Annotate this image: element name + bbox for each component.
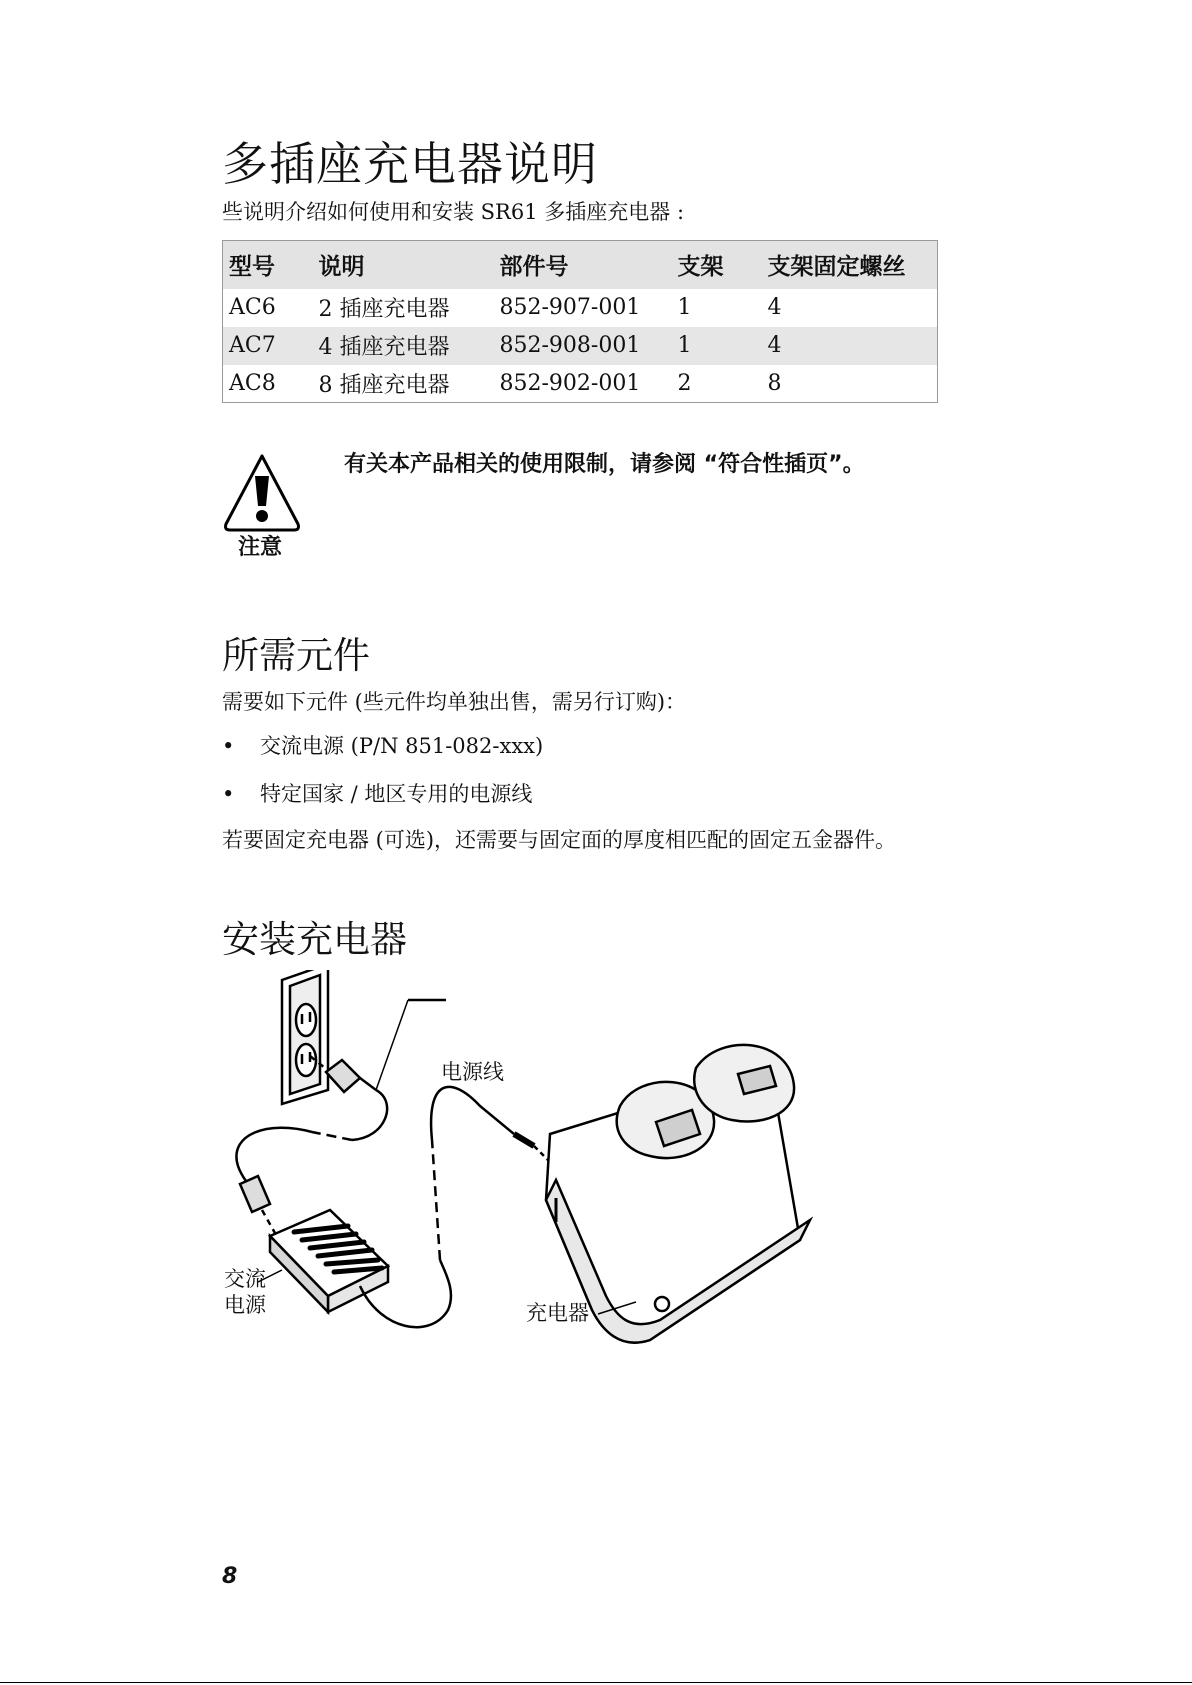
table-header-row [223,241,938,289]
cell-bracket: 1 [672,327,762,365]
cell-bracket: 1 [677,295,692,320]
required-intro: 需要如下元件 (些元件均单独出售，需另行订购)： [222,690,687,714]
charger-icon [546,1045,810,1343]
header-part-number: 部件号 [494,241,672,289]
cell-screws: 8 [767,370,782,396]
wall-outlet-icon [282,970,328,1104]
bullet-icon: • [222,734,235,758]
cell-screws: 4 [767,295,782,320]
dc-cable-icon [360,1087,554,1327]
header-bracket: 支架 [672,241,762,289]
ac-adapter-label-line1: 交流 [224,1267,266,1291]
model-table [222,240,938,403]
page-number: 8 [222,1564,238,1589]
cell-description: 8 插座充电器 [318,372,450,398]
table-row [223,327,938,365]
cell-part-number: 852-902-001 [499,370,641,396]
bullet-icon: • [222,782,235,806]
header-bracket-screws: 支架固定螺丝 [762,241,938,289]
ac-adapter-icon [258,1210,388,1312]
cell-bracket: 2 [677,370,692,396]
cell-model: AC7 [223,327,313,365]
page-title: 多插座充电器说明 [222,137,598,191]
cell-part-number: 852-907-001 [499,295,641,320]
list-item [222,730,543,760]
list-item [222,778,532,808]
cell-description: 4 插座充电器 [313,327,494,365]
cell-description: 2 插座充电器 [318,297,450,322]
list-item-text: 交流电源 (P/N 851-082-xxx) [260,734,544,758]
header-description: 说明 [313,241,494,289]
table-row [223,365,938,403]
install-heading: 安装充电器 [222,918,407,961]
page-bottom-rule [0,1682,1192,1683]
cell-model: AC8 [229,370,276,396]
caution-label: 注意 [238,535,283,560]
list-item-text: 特定国家 / 地区专用的电源线 [260,782,533,806]
power-cord-icon [236,1000,446,1242]
ac-adapter-label [224,1266,266,1318]
required-components-heading: 所需元件 [222,634,370,677]
charger-label: 充电器 [526,1301,589,1325]
power-cord-label: 电源线 [441,1060,504,1084]
cell-screws: 4 [762,327,938,365]
cell-model: AC6 [229,295,276,320]
table-row [223,289,938,327]
charger-installation-illustration [210,970,890,1350]
intro-text: 些说明介绍如何使用和安装 SR61 多插座充电器 : [222,200,685,224]
ac-adapter-label-line2: 电源 [224,1293,266,1317]
caution-text: 有关本产品相关的使用限制，请参阅 “符合性插页”。 [344,452,865,477]
cell-part-number: 852-908-001 [494,327,672,365]
mounting-note: 若要固定充电器 (可选)，还需要与固定面的厚度相匹配的固定五金器件。 [222,828,897,852]
header-model: 型号 [223,241,313,289]
